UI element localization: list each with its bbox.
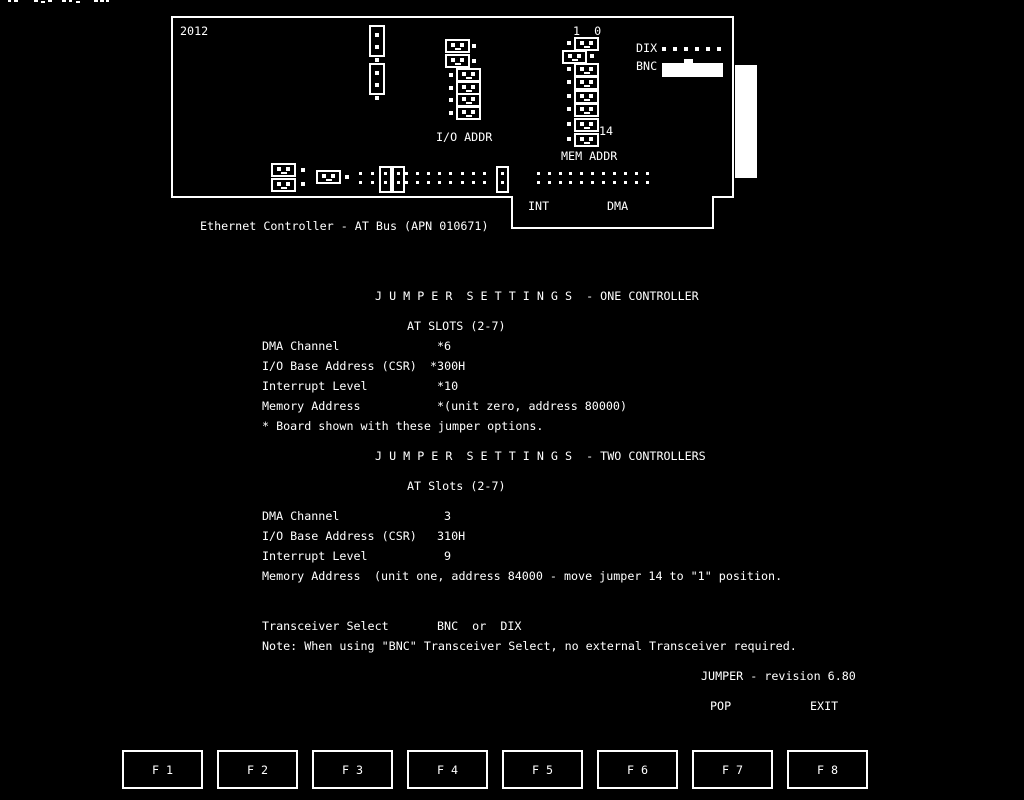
transceiver-value: BNC or DIX	[437, 619, 522, 633]
one-mem-value: *(unit zero, address 80000)	[437, 399, 627, 413]
one-dma-value: *6	[437, 339, 452, 353]
f4-button[interactable]: F 4	[407, 750, 488, 789]
dma-pin-row	[537, 172, 649, 184]
bnc-connector	[662, 59, 723, 77]
f1-button[interactable]: F 1	[122, 750, 203, 789]
two-dma-label: DMA Channel	[262, 509, 340, 523]
bnc-label: BNC	[636, 59, 658, 73]
int-pin-row	[359, 167, 508, 192]
dix-pins	[662, 47, 721, 51]
board-caption: Ethernet Controller - AT Bus (APN 010671)	[200, 219, 489, 233]
board-year-label: 2012	[180, 24, 209, 38]
config-jumpers	[272, 164, 349, 191]
one-controller-title: J U M P E R S E T T I N G S - ONE CONTROLLER	[375, 289, 699, 303]
one-mem-label: Memory Address	[262, 399, 361, 413]
one-irq-value: *10	[437, 379, 459, 393]
transceiver-note: Note: When using "BNC" Transceiver Select, no external Transceiver required.	[262, 639, 797, 653]
jumper-14-label: 14	[599, 124, 614, 138]
one-io-value: *300H	[430, 359, 466, 373]
int-label: INT	[528, 199, 550, 213]
transceiver-label: Transceiver Select	[262, 619, 389, 633]
two-irq-label: Interrupt Level	[262, 549, 368, 563]
clipped-top-glyphs	[8, 0, 109, 3]
left-jumper-column	[370, 26, 384, 100]
f7-button[interactable]: F 7	[692, 750, 773, 789]
two-controllers-subtitle: AT Slots (2-7)	[407, 479, 506, 493]
f6-button[interactable]: F 6	[597, 750, 678, 789]
two-mem-label: Memory Address	[262, 569, 361, 583]
mem-addr-header: 1 0	[573, 24, 602, 38]
io-addr-jumpers	[446, 40, 480, 119]
one-io-label: I/O Base Address (CSR)	[262, 359, 417, 373]
f8-button[interactable]: F 8	[787, 750, 868, 789]
f5-button[interactable]: F 5	[502, 750, 583, 789]
mem-addr-label: MEM ADDR	[561, 149, 618, 163]
io-addr-label: I/O ADDR	[436, 130, 493, 144]
two-mem-value: (unit one, address 84000 - move jumper 14 to "1" position.	[374, 569, 783, 583]
two-controllers-title: J U M P E R S E T T I N G S - TWO CONTROLLERS	[375, 449, 706, 463]
one-irq-label: Interrupt Level	[262, 379, 368, 393]
two-io-value: 310H	[437, 529, 466, 543]
f3-button[interactable]: F 3	[312, 750, 393, 789]
two-irq-value: 9	[444, 549, 452, 563]
exit-command[interactable]: EXIT	[810, 699, 839, 713]
one-controller-subtitle: AT SLOTS (2-7)	[407, 319, 506, 333]
two-dma-value: 3	[444, 509, 452, 523]
pop-command[interactable]: POP	[710, 699, 732, 713]
dma-label: DMA	[607, 199, 629, 213]
mem-addr-jumpers	[563, 38, 598, 146]
edge-bracket	[735, 65, 757, 178]
f2-button[interactable]: F 2	[217, 750, 298, 789]
one-footnote: * Board shown with these jumper options.	[262, 419, 544, 433]
revision-label: JUMPER - revision 6.80	[701, 669, 856, 683]
two-io-label: I/O Base Address (CSR)	[262, 529, 417, 543]
one-dma-label: DMA Channel	[262, 339, 340, 353]
board-diagram	[0, 0, 1024, 245]
dix-label: DIX	[636, 41, 658, 55]
